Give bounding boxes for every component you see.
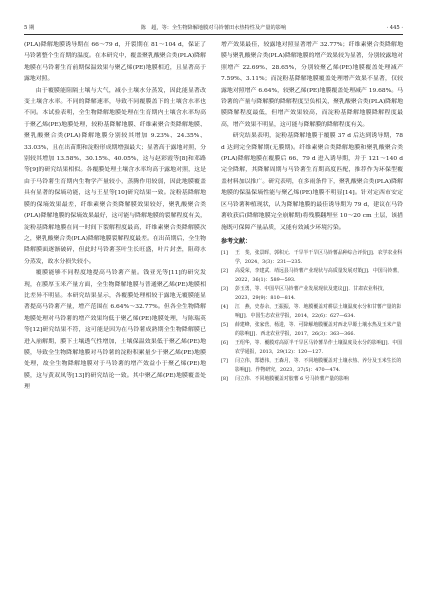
reference-item (221, 339, 403, 357)
reference-item (221, 357, 403, 375)
reference-item (221, 375, 403, 384)
page-number: · 445 · (386, 25, 403, 31)
reference-number: [6] (221, 339, 228, 346)
running-title: 陈 超，等：全生物降解地膜对马铃薯田水热特性及产量的影响 (140, 25, 287, 31)
reference-item (221, 321, 403, 339)
reference-number: [8] (221, 375, 228, 382)
reference-text: 闫立伟，郑德伟，王森月，等．不同地膜覆盖对土壤水热、养分及玉米生长的影响[J]．作物研究，2023，37(5)：470—474. (235, 357, 402, 373)
reference-item (221, 303, 403, 321)
body-paragraph: 覆膜能够不同程度地提高马铃薯产量。钱亚光等[11]的研究发现，在膜厚玉米产量方面，全生物降解地膜与普通聚乙烯(PE)地膜相比差异不明显。本研究结果显示，各覆膜处理相较于露地无覆膜能显著提高马铃薯产量，增产范围在 6.64%～32.77%。但各全生物降解地膜处理对马铃薯的增产效果均低于聚乙烯(PE)地膜处理，与陈瑞英等[12]研究结果不符，这可能是因为在马铃薯成熟期全生物降解膜已进入崩解期，膜下土壤透气性增加，土壤保温效果低于聚乙烯(PE)地膜，导致全生物降解地膜对马铃薯的淀粉积累量少于聚乙烯(PE)地膜处理，故全生物降解地膜对于马铃薯的增产效益小于聚乙烯(PE)地膜，这与黄双凤等[13]的研究结论一致。其中聚乙烯(PE)地膜覆盖处理 (24, 270, 206, 391)
reference-text: 王 斐，张景晖，郭积元．干旱半干旱区马铃薯品种综合评价[J]．农学农业科学，2024，3(3)：231—235. (235, 249, 403, 265)
reference-number: [2] (221, 267, 228, 274)
issue-number: 5 期 (24, 25, 35, 31)
reference-list (221, 249, 403, 384)
reference-item (221, 285, 403, 303)
right-column (221, 40, 403, 384)
reference-number: [5] (221, 321, 228, 328)
reference-text: 彭玉勇，等．中国早区马铃薯产业发展现状及建议[J]．甘肃农业科技，2023，29(9)：810—814. (235, 285, 388, 301)
reference-item (221, 267, 403, 285)
reference-number: [7] (221, 357, 228, 364)
reference-number: [3] (221, 285, 228, 292)
body-paragraph: (PLA)降解地膜诱导期在 66～79 d，开裂期在 81～104 d，保证了马铃薯整个生育期的温度。在本研究中，覆盖聚乳酸聚合类(PLA)降解地膜在马铃薯生育前期保温效果与聚乙烯(PE)地膜相近，且显著高于露地对照。 (24, 42, 206, 83)
reference-text: 江 燕，史春余，王振振，等．地膜覆盖对耕层土壤温度水分和甘薯产量的影响[J]．中国生态农业学报，2014，22(6)：627—634. (235, 303, 402, 319)
body-paragraph: 由于覆膜能阻隔土壤与大气，减小土壤水分蒸发，因此能显著改变土壤含水率。不同的降解速率，导致不同覆膜盖下的土壤含水率也不同。本试验表明，全生物降解地膜处理在生育期内土壤含水率均高于聚乙烯(PE)地膜处理，较粉基降解地膜、纤维素聚合类降解地膜、聚乳酸聚合类(PLA)降解地膜分别较其增加 9.23%、24.35%、33.03%，且在出苗期和淀粉形成期增强最大；显著高于露地对照，分别较其增加 13.58%、30.15%、40.05%，这与赵彩霞等[8]和邓路等[9]的研究结果相似。各覆膜处理土壤含水率均高于露地对照，这是由于马铃薯生育期内生物学产量较小，蒸腾作用较弱，因此地膜覆盖具有显著的保墒功能，这与王星等[10]研究结果一致。淀粉基降解地膜的保墒效果最差，纤维素聚合类降解膜效果较好，聚乳酸聚合类(PLA)降解地膜的保墒效果最好，这可能与降解地膜的裂解程度有关，淀粉基降解地膜在同一时间下裂解程度最高，纤维素聚合类降解膜次之，聚乳酸聚合类(PLA)降解地膜裂解程度最差。在出苗期后，全生物降解膜面逐渐破碎，但此时马铃薯茎叶生长旺盛，叶片封垄，阻碍水分蒸发，故水分损失较小。 (24, 87, 206, 265)
body-paragraph: 研究结果表明，淀粉基降解地膜于覆膜 37 d 后达到诱导期，78 d 达到完全降解期(无膜期)。纤维素聚合类降解地膜和聚乳酸聚合类(PLA)降解地膜在覆膜后 66、79 d 进入诱导期，并于 121～140 d 完全降解，其降解周期与马铃薯生育期高度匹配，推荐作为环保型覆盖材料加以推广。研究表明，在多雨条件下，聚乳酸聚合类(PLA)降解地膜的保温保墒性能与聚乙烯(PE)地膜不明显[14]。针对定西市安定区马铃薯种植现状，认为降解地膜的最佳诱导期为 79 d，建议在马铃薯收获后(降解地膜完全崩解期)将残膜翻埋至 10～20 cm 土层，该措施既可保障产量品质，又能有效减少环境污染。 (221, 133, 403, 231)
page-header (24, 22, 403, 35)
left-column (24, 40, 206, 394)
references-heading: 参考文献： (221, 237, 252, 245)
body-paragraph: 增产效果最佳，较露地对照显著增产 32.77%；纤维素聚合类降解地膜与聚乳酸聚合类(PLA)降解地膜的增产效果较为显著，分别较露地对照增产 22.69%、28.65%，分别较聚乙烯(PE)地膜覆盖处理减产 7.59%、3.11%；而淀粉基降解地膜覆盖处理增产效果不显著，仅较露地对照增产 6.64%，较聚乙烯(PE)地膜覆盖处理减产 19.68%。马铃薯的产量与降解膜的降解程度呈负相关，聚乳酸聚合类(PLA)降解地膜降解程度最低，但增产效果较高，而淀粉基降解地膜降解程度最高，增产效果不明显，这可能与降解膜的降解程度有关。 (221, 42, 403, 128)
reference-text: 薛建峰，张家营，杨进，等．可降解地膜覆盖对西北早塬土壤水热及玉米产量的影响[J]．西北农业学报，2017，26(3)：363—366. (235, 321, 402, 337)
reference-text: 王绍华，等．覆膜对高原半干旱区马铃薯旱作土壤温度及水分的影响[J]．中国农学通报，2013，29(12)：120—127. (235, 339, 403, 355)
reference-text: 高爱荣，李建武．靖远县马铃薯产业现状与高质量发展对策[J]．中国马铃薯，2022，36(1)：589—593. (235, 267, 403, 283)
reference-number: [4] (221, 303, 228, 310)
reference-text: 闫立伟．不同地膜覆盖对胶薯 6 号马铃薯产量的影响 (235, 375, 349, 382)
reference-item (221, 249, 403, 267)
reference-number: [1] (221, 249, 228, 256)
